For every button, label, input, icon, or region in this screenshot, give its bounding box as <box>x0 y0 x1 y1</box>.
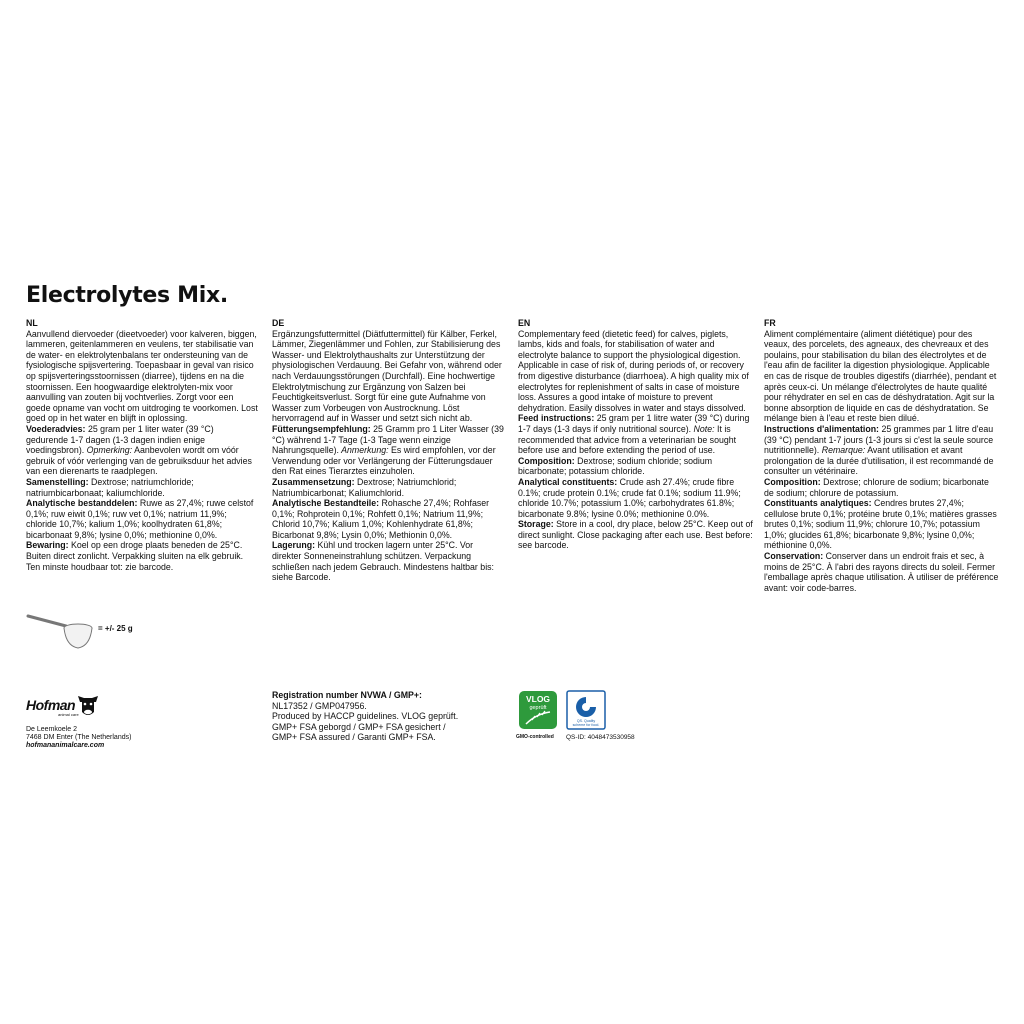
storage-nl: Bewaring: Koel op een droge plaats beneden de 25°C. Buiten direct zonlicht. Verpakking sluiten na elk gebruik. Ten minste houdbaar tot: zie barcode. <box>26 540 244 572</box>
qs-caption-1: QS. Quality <box>576 719 596 723</box>
storage-de: Lagerung: Kühl und trocken lagern unter 25°C. Vor direkter Sonneneinstrahlung schützen. Verpackung schließen nach jedem Gebrauch. Mindestens haltbar bis: siehe Barcode. <box>272 540 494 583</box>
qs-id-label: QS-ID: 4048473530958 <box>566 734 635 741</box>
qs-certification-icon <box>566 690 606 730</box>
intro-text-de: Ergänzungsfuttermittel (Diätfuttermittel) für Kälber, Ferkel, Lämmer, Ziegenlämmer und Fohlen, zur Stabilisierung des Wasser- und Elektrolythaushalts zur Unterstützung der physiologischen Verdauung. Bei Gefahr von, während oder nach Verdauungsstörungen (Durchfall). Eine hochwertige Elektrolytmischung zur Ergänzung von Salzen bei Feuchtigkeitsverlust. Sorgt für eine gute Aufnahme von Wasser zum Vorbeugen von Austrocknung. Löst hervorragend auf in Wasser und setzt sich nicht ab. <box>272 328 502 424</box>
column-nl <box>26 318 258 572</box>
feed-instructions-de: Fütterungsempfehlung: 25 Gramm pro 1 Liter Wasser (39 °C) während 1-7 Tage (1-3 Tage wenn einzige Nahrungsquelle). Anmerkung: Es wird empfohlen, vor der Verwendung oder vor Verlängerung der Fütterungsdauer den Rat eines Tierarztes einzuholen. <box>272 423 504 477</box>
vlog-title: VLOG <box>525 694 551 704</box>
measuring-scoop-icon <box>26 612 96 652</box>
brand-logo-subtitle: animal care <box>58 712 79 717</box>
vlog-subtitle: geprüft <box>529 705 547 711</box>
feed-instructions-en: Feed instructions: 25 gram per 1 litre water (39 °C) during 1-7 days (1-3 days if only nutritional source). Note: It is recommended that advice from a veterinarian be sought before use and before extending the period of use. <box>518 413 750 456</box>
analytical-de: Analytische Bestandteile: Rohasche 27,4%; Rohfaser 0,1%; Rohprotein 0,1%; Rohfett 0,1%; Natrium 11,9%; Chlorid 10,7%; Kalium 1,0%; Kohlenhydrate 61,8%; Bicarbonat 9,8%; Lysin 0,0%; Methionin 0,0%. <box>272 498 490 540</box>
address-line-1: De Leemkoele 2 <box>26 726 77 733</box>
scoop-dose-label: = +/- 25 g <box>98 624 133 633</box>
website-link[interactable]: hofmananimalcare.com <box>26 742 105 749</box>
storage-en: Storage: Store in a cool, dry place, below 25°C. Keep out of direct sunlight. Close packaging after each use. Best before: see barcode. <box>518 519 753 551</box>
registration-block <box>272 690 512 743</box>
column-fr <box>764 318 1000 593</box>
address-line-2: 7468 DM Enter (The Netherlands) <box>26 734 132 741</box>
vlog-certification-icon <box>518 690 558 730</box>
registration-line-2: GMP+ FSA geborgd / GMP+ FSA gesichert / <box>272 721 446 732</box>
language-code-fr: FR <box>764 318 776 328</box>
language-code-nl: NL <box>26 318 38 328</box>
registration-line-3: GMP+ FSA assured / Garanti GMP+ FSA. <box>272 732 436 743</box>
product-title: Electrolytes Mix. <box>26 283 228 308</box>
intro-text-nl: Aanvullend diervoeder (dieetvoeder) voor kalveren, biggen, lammeren, geitenlammeren en veulens, ter stabilisatie van de water- en elektrolytenbalans ter ondersteuning van de fysiologische spijsvertering. Toepasbaar in geval van risico op spijsverteringsstoornissen (diarree), tijdens en na die stoornissen. Een hoogwaardige elektrolyten-mix voor aanvulling van zouten bij vochtverlies. Zorgt voor een goede opname van vocht om uitdroging te voorkomen. Lost goed op in het water en blijft in oplossing. <box>26 328 258 424</box>
language-code-en: EN <box>518 318 531 328</box>
analytical-en: Analytical constituents: Crude ash 27.4%; crude fibre 0.1%; crude protein 0.1%; crude fat 0.1%; sodium 11.9%; chloride 10.7%; potassium 1.0%; carbohydrates 61.8%; bicarbonate 9.8%; lysine 0.0%; methionine 0.0%. <box>518 476 741 519</box>
company-address <box>26 726 131 750</box>
registration-heading: Registration number NVWA / GMP+: <box>272 690 422 700</box>
intro-text-fr: Aliment complémentaire (aliment diététique) pour des veaux, des porcelets, des agneaux, des chevreaux et des poulains, pour stabilisation du bilan des électrolytes et de l'eau afin de faciliter la digestion physiologique. Applicable en cas de risque de troubles digestifs (diarrhée), pendant et après ceux-ci. Un mélange d'électrolytes de haute qualité pour réhydrater en sel en cas de déshydratation. Agit sur la bonne absorption de liquide en cas de déshydratation. Se mélange bien à l'eau et reste bien dilué. <box>764 328 997 424</box>
composition-en: Composition: Dextrose; sodium chloride; sodium bicarbonate; potassium chloride. <box>518 455 713 477</box>
storage-fr: Conservation: Conserver dans un endroit frais et sec, à moins de 25°C. À l'abri des rayons directs du soleil. Fermer l'emballage après chaque utilisation. À utiliser de préférence avant: voir code-barres. <box>764 551 999 593</box>
analytical-nl: Analytische bestanddelen: Ruwe as 27,4%; ruwe celstof 0,1%; ruw eiwit 0,1%; ruw vet 0,1%; natrium 11,9%; chloride 10,7%; kalium 1,0%; koolhydraten 61,8%; bicarbonaat 9,8%; lysine 0,0%; methionine 0,0%. <box>26 498 254 540</box>
feed-instructions-fr: Instructions d'alimentation: 25 grammes par 1 litre d'eau (39 °C) pendant 1-7 jours (1-3 jours si c'est la seule source nutritionnelle). Remarque: Avant utilisation et avant prolongation de la durée d'utilisation, il est recommandé de consulter un vétérinaire. <box>764 423 994 477</box>
composition-nl: Samenstelling: Dextrose; natriumchloride; natriumbicarbonaat; kaliumchloride. <box>26 476 194 498</box>
brand-logo-wordmark: Hofman <box>26 697 76 713</box>
column-de <box>272 318 504 583</box>
qs-caption-2: scheme for food. <box>572 723 600 727</box>
intro-text-en: Complementary feed (dietetic feed) for calves, piglets, lambs, kids and foals, for stabilisation of water and electrolyte balance to support the physiological digestion. Applicable in case of risk of, during periods of, or recovery from digestive disturbance (diarrhoea). A high quality mix of electrolytes for replenishment of salts in case of moisture loss. Assures a good intake of moisture to prevent dehydration. Easily dissolves in water and stays dissolved. <box>518 328 749 413</box>
registration-line-1: Produced by HACCP guidelines. VLOG geprüft. <box>272 711 459 722</box>
cow-head-logo-icon <box>74 690 102 720</box>
composition-de: Zusammensetzung: Dextrose; Natriumchlorid; Natriumbicarbonat; Kaliumchlorid. <box>272 476 457 498</box>
gmo-controlled-label: GMO-controlled <box>516 734 554 740</box>
column-en <box>518 318 754 551</box>
language-code-de: DE <box>272 318 285 328</box>
registration-numbers: NL17352 / GMP047956. <box>272 700 367 711</box>
composition-fr: Composition: Dextrose; chlorure de sodium; bicarbonate de sodium; chlorure de potassium. <box>764 476 989 498</box>
analytical-fr: Constituants analytiques: Cendres brutes 27,4%; cellulose brute 0,1%; protéine brute 0,1%; matières grasses brutes 0,1%; sodium 11,9%; chlorure 10,7%; potassium 1,0%; glucides 61,8%; bicarbonate 9,8%; lysine 0,0%; méthionine 0,0%. <box>764 498 997 551</box>
feed-instructions-nl: Voederadvies: 25 gram per 1 liter water (39 °C) gedurende 1-7 dagen (1-3 dagen indien enige voedingsbron). Opmerking: Aanbevolen wordt om vóór gebruik of vóór verlenging van de gebruiksduur het advies van een dierenarts te raadplegen. <box>26 423 252 477</box>
